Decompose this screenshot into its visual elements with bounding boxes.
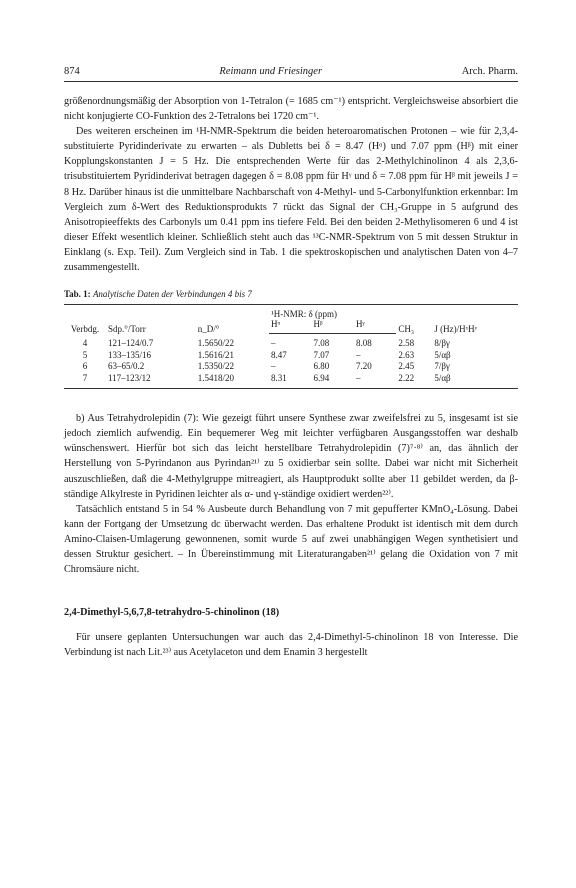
cell-h-alpha: 8.31: [269, 373, 311, 389]
col-header-ch3: CH₃: [396, 305, 432, 334]
section-b: [64, 411, 518, 577]
col-header-j: J (Hz)/HˣHʸ: [432, 305, 518, 334]
cell-h-gamma: –: [355, 349, 361, 360]
paragraph: Tatsächlich entstand 5 in 54 % Ausbeute durch Behandlung von 7 mit gepufferter KMnO₄-Lösung. Dabei kann der Fortgang der Umsetzung dc überwacht werden. Das erhaltene Produkt ist identisch mit dem durch Amino-Claisen-Umlagerung gewonnenen, somit wurde 5 auf zwei unabhängigen Wegen synthetisiert und dessen Struktur gesichert. – In Übereinstimmung mit Literaturangaben²¹⁾ gelang die Oxidation von 7 mit Chromsäure nicht.: [64, 503, 518, 576]
col-header-nd: n_D/°: [196, 305, 269, 334]
header-authors: Reimann und Friesinger: [219, 66, 323, 77]
table-row: [64, 350, 518, 362]
cell-verbdg: 6: [82, 361, 88, 372]
section-heading: 2,4-Dimethyl-5,6,7,8-tetrahydro-5-chinolinon (18): [64, 607, 280, 619]
header-journal: Arch. Pharm.: [461, 66, 518, 77]
cell-ch3: 2.45: [398, 361, 415, 372]
cell-h-gamma: 7.20: [355, 361, 372, 372]
cell-j: 5/αβ: [432, 373, 518, 389]
cell-sdp: 63–65/0.2: [108, 361, 145, 372]
cell-h-alpha: –: [271, 338, 276, 349]
paragraph: Für unsere geplanten Untersuchungen war auch das 2,4-Dimethyl-5-chinolinon 18 von Interesse. Die Verbindung ist nach Lit.²³⁾ aus Acetylaceton und dem Enamin 3 hergestellt: [64, 632, 518, 659]
cell-nd: 1.5350/22: [197, 361, 234, 372]
col-header-h-alpha: Hᵅ: [269, 319, 311, 334]
cell-sdp: 117–123/12: [106, 373, 196, 389]
cell-j: 7/βγ: [434, 361, 450, 372]
data-table: [64, 304, 518, 389]
cell-h-beta: 7.08: [313, 338, 330, 349]
cell-ch3: 2.22: [396, 373, 432, 389]
table-row: [64, 361, 518, 373]
cell-j: 8/βγ: [434, 337, 450, 348]
cell-verbdg: 4: [82, 337, 88, 348]
cell-h-beta: 7.07: [313, 349, 330, 360]
paragraph: b) Aus Tetrahydrolepidin (7): Wie gezeigt führt unsere Synthese zwar zweifelsfrei zu 5, insgesamt ist sie jedoch ziemlich aufwendig. Ein bequemerer Weg mit leichter verfügbaren Ausgangsstoffen war deshalb wünschenswert. Hierfür bot sich das leicht herstellbare Tetrahydrolepidin (7)⁷·⁸⁾ an, das ähnlich der Herstellung von 5-Pyrindanon aus Pyrindan²¹⁾ zu 5 oxidierbar sein sollte. Dabei war nicht mit Sicherheit auszuschließen, daß die 4-Methylgruppe mitreagiert, als Hauptprodukt sollte aber 11 gebildet werden, da β-ständige Alkylreste in Pyridinen leichter als α- und γ-ständige oxidiert werden²²⁾.: [64, 413, 518, 500]
cell-ch3: 2.58: [398, 337, 415, 348]
cell-verbdg: 5: [82, 349, 88, 360]
cell-sdp: 133–135/16: [108, 349, 152, 360]
page: [64, 66, 518, 660]
paragraph: größenordnungsmäßig der Absorption von 1-Tetralon (= 1685 cm⁻¹) entspricht. Vergleichsweise absorbiert die nicht konjugierte CO-Funktion des 2-Tetralons bei 1720 cm⁻¹.: [64, 96, 518, 123]
cell-j: 5/αβ: [434, 349, 451, 360]
cell-sdp: 121–124/0.7: [108, 337, 154, 348]
page-number: 874: [64, 66, 80, 77]
table-caption-text: Analytische Daten der Verbindungen 4 bis 7: [92, 289, 252, 300]
cell-h-gamma: 8.08: [355, 338, 372, 349]
cell-h-gamma: –: [354, 373, 396, 389]
col-header-nmr: ¹H-NMR: δ (ppm): [269, 305, 396, 320]
col-header-verbdg: Verbdg.: [64, 305, 106, 334]
cell-nd: 1.5616/21: [197, 349, 234, 360]
table-row: [64, 373, 518, 389]
col-header-sdp: Sdp.°/Torr: [106, 305, 196, 334]
cell-nd: 1.5650/22: [197, 337, 234, 348]
table-row: [64, 334, 518, 350]
cell-h-beta: 6.94: [311, 373, 353, 389]
table-caption-label: Tab. 1:: [64, 289, 91, 300]
cell-h-alpha: 8.47: [271, 349, 287, 360]
final-section: [64, 630, 518, 660]
cell-h-beta: 6.80: [313, 361, 330, 372]
cell-verbdg: 7: [64, 373, 106, 389]
col-header-h-beta: Hᵝ: [311, 319, 353, 334]
cell-h-alpha: –: [271, 361, 276, 372]
intro-section: [64, 94, 518, 275]
table-caption: [64, 289, 518, 299]
col-header-h-gamma: Hᵞ: [354, 319, 396, 334]
paragraph: Des weiteren erscheinen im ¹H-NMR-Spektrum die beiden heteroaromatischen Protonen – wie für 2,3,4-substituierte Pyridinderivate zu erwarten – als Dubletts bei δ = 8.47 (Hᵅ) und 7.07 ppm (Hᵝ) mit einer Kopplungskonstanten J = 5 Hz. Die entsprechenden Werte für das 2-Methylchinolinon 4 als 2,3,6-trisubstituiertem Pyridinderivat betragen dagegen δ = 8.08 ppm für Hᵞ und δ = 7.08 ppm für Hᵝ mit jeweils J = 8 Hz. Darüber hinaus ist die unmittelbare Nachbarschaft von 4-Methyl- und 5-Carbonylfunktion erkennbar: Im Vergleich zum δ-Wert des Reduktionsprodukts 7 rückt das Signal der CH₃-Gruppe in 5 aufgrund des Anisotropieeffekts des Carbonyls um 0.41 ppm ins tiefere Feld. Bei den beiden 2-Methylisomeren 6 und 4 ist dieser Effekt wesentlich kleiner. Schließlich steht auch das ¹³C-NMR-Spektrum von 5 mit dessen Struktur in Einklang (s. Exp. Teil). Zum Vergleich sind in Tab. 1 die spektroskopischen und analytischen Daten von 4–7 zusammengestellt.: [64, 126, 518, 274]
running-header: [64, 66, 518, 82]
cell-nd: 1.5418/20: [196, 373, 269, 389]
cell-ch3: 2.63: [398, 349, 415, 360]
